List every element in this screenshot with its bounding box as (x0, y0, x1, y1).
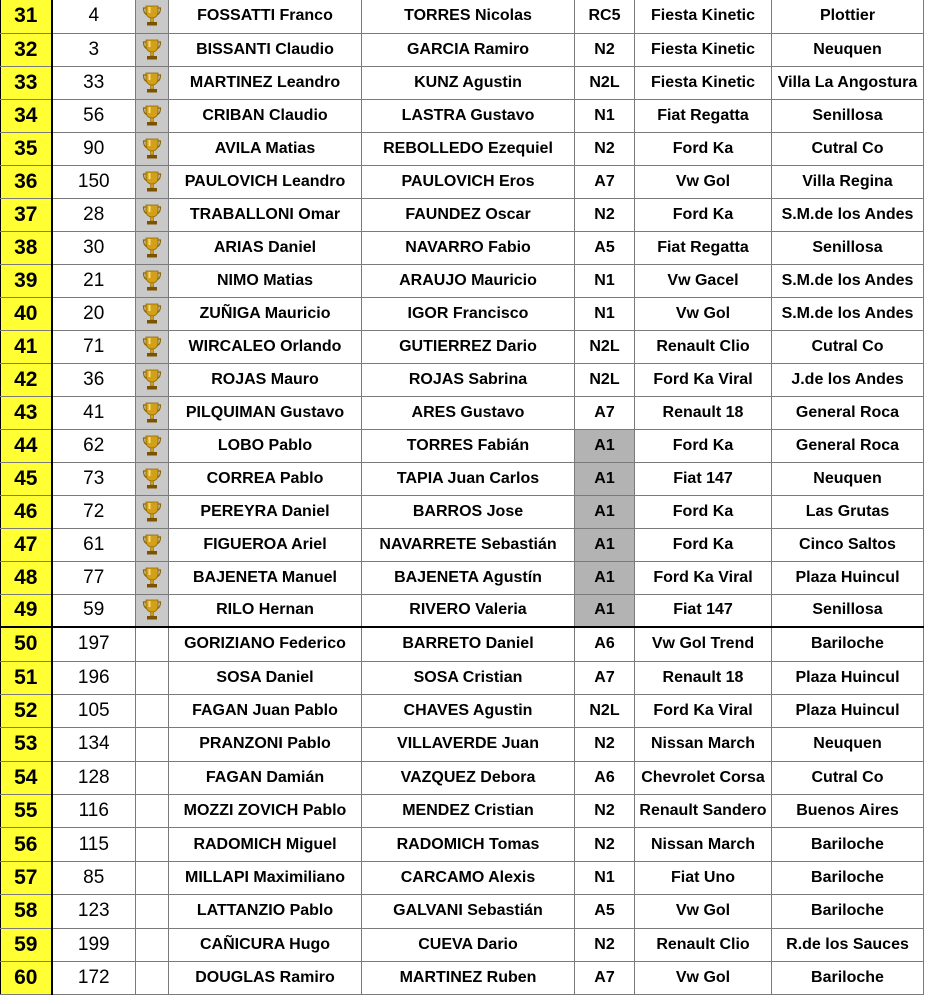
trophy-cell (136, 761, 169, 794)
trophy-cell (136, 627, 169, 661)
car-model-cell: Vw Gol Trend (635, 627, 772, 661)
table-row (1, 297, 924, 330)
position-cell: 34 (1, 99, 52, 132)
trophy-cell (136, 33, 169, 66)
table-row (1, 828, 924, 861)
car-model-cell: Fiat 147 (635, 462, 772, 495)
car-model-cell: Fiesta Kinetic (635, 66, 772, 99)
car-number-cell: 28 (52, 198, 136, 231)
car-number-cell: 56 (52, 99, 136, 132)
class-cell: A1 (575, 462, 635, 495)
trophy-cell (136, 297, 169, 330)
copilot-cell: GARCIA Ramiro (362, 33, 575, 66)
position-cell: 47 (1, 528, 52, 561)
city-cell: General Roca (772, 429, 924, 462)
trophy-cell (136, 828, 169, 861)
position-cell: 31 (1, 0, 52, 33)
trophy-cell (136, 795, 169, 828)
car-number-cell: 150 (52, 165, 136, 198)
city-cell: General Roca (772, 396, 924, 429)
car-model-cell: Vw Gol (635, 165, 772, 198)
trophy-cell (136, 661, 169, 694)
pilot-cell: BAJENETA Manuel (169, 561, 362, 594)
car-model-cell: Ford Ka (635, 198, 772, 231)
car-model-cell: Ford Ka Viral (635, 694, 772, 727)
car-number-cell: 172 (52, 962, 136, 995)
copilot-cell: LASTRA Gustavo (362, 99, 575, 132)
table-row (1, 396, 924, 429)
class-cell: N2 (575, 728, 635, 761)
copilot-cell: PAULOVICH Eros (362, 165, 575, 198)
trophy-icon (142, 4, 162, 28)
pilot-cell: MOZZI ZOVICH Pablo (169, 795, 362, 828)
copilot-cell: CHAVES Agustin (362, 694, 575, 727)
car-model-cell: Ford Ka (635, 132, 772, 165)
table-row (1, 132, 924, 165)
city-cell: S.M.de los Andes (772, 297, 924, 330)
pilot-cell: GORIZIANO Federico (169, 627, 362, 661)
car-number-cell: 73 (52, 462, 136, 495)
car-number-cell: 128 (52, 761, 136, 794)
car-number-cell: 62 (52, 429, 136, 462)
copilot-cell: IGOR Francisco (362, 297, 575, 330)
table-row (1, 429, 924, 462)
car-model-cell: Chevrolet Corsa (635, 761, 772, 794)
pilot-cell: AVILA Matias (169, 132, 362, 165)
car-number-cell: 134 (52, 728, 136, 761)
copilot-cell: GUTIERREZ Dario (362, 330, 575, 363)
copilot-cell: VAZQUEZ Debora (362, 761, 575, 794)
car-number-cell: 36 (52, 363, 136, 396)
trophy-icon (142, 236, 162, 260)
trophy-icon (142, 598, 162, 622)
table-row (1, 363, 924, 396)
copilot-cell: ARES Gustavo (362, 396, 575, 429)
car-model-cell: Renault Clio (635, 928, 772, 961)
table-row (1, 330, 924, 363)
position-cell: 59 (1, 928, 52, 961)
trophy-cell (136, 462, 169, 495)
trophy-icon (142, 38, 162, 62)
class-cell: A6 (575, 627, 635, 661)
table-row (1, 795, 924, 828)
city-cell: Senillosa (772, 594, 924, 627)
car-model-cell: Renault 18 (635, 396, 772, 429)
pilot-cell: CORREA Pablo (169, 462, 362, 495)
pilot-cell: MILLAPI Maximiliano (169, 861, 362, 894)
position-cell: 48 (1, 561, 52, 594)
car-number-cell: 71 (52, 330, 136, 363)
copilot-cell: BARROS Jose (362, 495, 575, 528)
trophy-cell (136, 0, 169, 33)
car-model-cell: Vw Gacel (635, 264, 772, 297)
pilot-cell: TRABALLONI Omar (169, 198, 362, 231)
position-cell: 52 (1, 694, 52, 727)
city-cell: Bariloche (772, 895, 924, 928)
copilot-cell: TORRES Fabián (362, 429, 575, 462)
table-row (1, 561, 924, 594)
car-number-cell: 4 (52, 0, 136, 33)
table-row (1, 33, 924, 66)
class-cell: A1 (575, 528, 635, 561)
class-cell: N1 (575, 297, 635, 330)
car-number-cell: 105 (52, 694, 136, 727)
city-cell: Cinco Saltos (772, 528, 924, 561)
car-model-cell: Nissan March (635, 728, 772, 761)
pilot-cell: MARTINEZ Leandro (169, 66, 362, 99)
car-number-cell: 77 (52, 561, 136, 594)
copilot-cell: GALVANI Sebastián (362, 895, 575, 928)
trophy-cell (136, 132, 169, 165)
car-number-cell: 3 (52, 33, 136, 66)
car-number-cell: 90 (52, 132, 136, 165)
copilot-cell: CARCAMO Alexis (362, 861, 575, 894)
pilot-cell: FAGAN Damián (169, 761, 362, 794)
copilot-cell: ARAUJO Mauricio (362, 264, 575, 297)
car-model-cell: Fiesta Kinetic (635, 33, 772, 66)
copilot-cell: NAVARRETE Sebastián (362, 528, 575, 561)
pilot-cell: LOBO Pablo (169, 429, 362, 462)
class-cell: A1 (575, 429, 635, 462)
pilot-cell: RILO Hernan (169, 594, 362, 627)
trophy-cell (136, 165, 169, 198)
trophy-cell (136, 198, 169, 231)
city-cell: Plaza Huincul (772, 694, 924, 727)
class-cell: N2 (575, 132, 635, 165)
class-cell: N2 (575, 198, 635, 231)
car-number-cell: 199 (52, 928, 136, 961)
car-model-cell: Ford Ka (635, 495, 772, 528)
copilot-cell: RADOMICH Tomas (362, 828, 575, 861)
trophy-icon (142, 302, 162, 326)
pilot-cell: ROJAS Mauro (169, 363, 362, 396)
class-cell: A1 (575, 594, 635, 627)
position-cell: 32 (1, 33, 52, 66)
position-cell: 44 (1, 429, 52, 462)
city-cell: S.M.de los Andes (772, 198, 924, 231)
table-row (1, 462, 924, 495)
car-number-cell: 85 (52, 861, 136, 894)
car-model-cell: Vw Gol (635, 895, 772, 928)
class-cell: A5 (575, 231, 635, 264)
car-number-cell: 72 (52, 495, 136, 528)
car-number-cell: 196 (52, 661, 136, 694)
copilot-cell: TORRES Nicolas (362, 0, 575, 33)
trophy-icon (142, 335, 162, 359)
trophy-cell (136, 561, 169, 594)
city-cell: Senillosa (772, 231, 924, 264)
trophy-icon (142, 71, 162, 95)
car-model-cell: Ford Ka Viral (635, 363, 772, 396)
class-cell: N2L (575, 363, 635, 396)
city-cell: Villa Regina (772, 165, 924, 198)
trophy-cell (136, 962, 169, 995)
city-cell: Neuquen (772, 728, 924, 761)
trophy-icon (142, 170, 162, 194)
class-cell: N2 (575, 795, 635, 828)
class-cell: N2 (575, 828, 635, 861)
table-row (1, 928, 924, 961)
trophy-icon (142, 203, 162, 227)
pilot-cell: WIRCALEO Orlando (169, 330, 362, 363)
trophy-cell (136, 895, 169, 928)
pilot-cell: FOSSATTI Franco (169, 0, 362, 33)
copilot-cell: BAJENETA Agustín (362, 561, 575, 594)
city-cell: Cutral Co (772, 132, 924, 165)
copilot-cell: MARTINEZ Ruben (362, 962, 575, 995)
class-cell: RC5 (575, 0, 635, 33)
city-cell: Neuquen (772, 33, 924, 66)
pilot-cell: PRANZONI Pablo (169, 728, 362, 761)
trophy-icon (142, 368, 162, 392)
position-cell: 39 (1, 264, 52, 297)
class-cell: N1 (575, 861, 635, 894)
city-cell: Bariloche (772, 861, 924, 894)
trophy-cell (136, 99, 169, 132)
class-cell: A7 (575, 661, 635, 694)
copilot-cell: ROJAS Sabrina (362, 363, 575, 396)
table-row (1, 761, 924, 794)
trophy-cell (136, 928, 169, 961)
trophy-icon (142, 104, 162, 128)
trophy-cell (136, 694, 169, 727)
car-model-cell: Ford Ka Viral (635, 561, 772, 594)
city-cell: Bariloche (772, 962, 924, 995)
car-number-cell: 61 (52, 528, 136, 561)
copilot-cell: RIVERO Valeria (362, 594, 575, 627)
table-row (1, 661, 924, 694)
city-cell: Buenos Aires (772, 795, 924, 828)
table-row (1, 528, 924, 561)
car-model-cell: Vw Gol (635, 962, 772, 995)
pilot-cell: CAÑICURA Hugo (169, 928, 362, 961)
pilot-cell: PAULOVICH Leandro (169, 165, 362, 198)
position-cell: 53 (1, 728, 52, 761)
city-cell: Bariloche (772, 828, 924, 861)
position-cell: 54 (1, 761, 52, 794)
car-model-cell: Fiesta Kinetic (635, 0, 772, 33)
copilot-cell: REBOLLEDO Ezequiel (362, 132, 575, 165)
pilot-cell: ZUÑIGA Mauricio (169, 297, 362, 330)
car-model-cell: Renault Clio (635, 330, 772, 363)
table-row (1, 962, 924, 995)
pilot-cell: SOSA Daniel (169, 661, 362, 694)
copilot-cell: SOSA Cristian (362, 661, 575, 694)
position-cell: 46 (1, 495, 52, 528)
trophy-cell (136, 396, 169, 429)
table-row (1, 0, 924, 33)
position-cell: 57 (1, 861, 52, 894)
city-cell: J.de los Andes (772, 363, 924, 396)
table-row (1, 861, 924, 894)
car-number-cell: 33 (52, 66, 136, 99)
trophy-cell (136, 429, 169, 462)
class-cell: A1 (575, 561, 635, 594)
car-model-cell: Renault Sandero (635, 795, 772, 828)
city-cell: Neuquen (772, 462, 924, 495)
copilot-cell: BARRETO Daniel (362, 627, 575, 661)
trophy-icon (142, 533, 162, 557)
car-number-cell: 41 (52, 396, 136, 429)
table-row (1, 198, 924, 231)
class-cell: A5 (575, 895, 635, 928)
car-number-cell: 59 (52, 594, 136, 627)
table-row (1, 165, 924, 198)
copilot-cell: VILLAVERDE Juan (362, 728, 575, 761)
position-cell: 37 (1, 198, 52, 231)
trophy-cell (136, 231, 169, 264)
position-cell: 41 (1, 330, 52, 363)
pilot-cell: PEREYRA Daniel (169, 495, 362, 528)
trophy-cell (136, 330, 169, 363)
pilot-cell: CRIBAN Claudio (169, 99, 362, 132)
pilot-cell: LATTANZIO Pablo (169, 895, 362, 928)
table-row (1, 264, 924, 297)
city-cell: S.M.de los Andes (772, 264, 924, 297)
city-cell: Senillosa (772, 99, 924, 132)
position-cell: 49 (1, 594, 52, 627)
position-cell: 38 (1, 231, 52, 264)
table-row (1, 231, 924, 264)
car-model-cell: Ford Ka (635, 528, 772, 561)
table-row (1, 66, 924, 99)
copilot-cell: CUEVA Dario (362, 928, 575, 961)
class-cell: N2L (575, 330, 635, 363)
car-model-cell: Fiat Regatta (635, 99, 772, 132)
pilot-cell: FAGAN Juan Pablo (169, 694, 362, 727)
position-cell: 42 (1, 363, 52, 396)
class-cell: A7 (575, 962, 635, 995)
copilot-cell: TAPIA Juan Carlos (362, 462, 575, 495)
city-cell: Plottier (772, 0, 924, 33)
position-cell: 56 (1, 828, 52, 861)
car-number-cell: 115 (52, 828, 136, 861)
position-cell: 36 (1, 165, 52, 198)
car-number-cell: 197 (52, 627, 136, 661)
pilot-cell: FIGUEROA Ariel (169, 528, 362, 561)
car-model-cell: Fiat 147 (635, 594, 772, 627)
position-cell: 60 (1, 962, 52, 995)
class-cell: A7 (575, 396, 635, 429)
position-cell: 33 (1, 66, 52, 99)
position-cell: 40 (1, 297, 52, 330)
class-cell: A7 (575, 165, 635, 198)
city-cell: Cutral Co (772, 761, 924, 794)
table-row (1, 895, 924, 928)
table-row (1, 99, 924, 132)
trophy-cell (136, 66, 169, 99)
position-cell: 35 (1, 132, 52, 165)
position-cell: 58 (1, 895, 52, 928)
copilot-cell: KUNZ Agustin (362, 66, 575, 99)
trophy-icon (142, 467, 162, 491)
class-cell: N2L (575, 694, 635, 727)
pilot-cell: BISSANTI Claudio (169, 33, 362, 66)
trophy-icon (142, 500, 162, 524)
trophy-cell (136, 594, 169, 627)
car-model-cell: Fiat Uno (635, 861, 772, 894)
position-cell: 51 (1, 661, 52, 694)
position-cell: 43 (1, 396, 52, 429)
trophy-icon (142, 401, 162, 425)
trophy-cell (136, 528, 169, 561)
city-cell: Plaza Huincul (772, 661, 924, 694)
table-row (1, 495, 924, 528)
city-cell: R.de los Sauces (772, 928, 924, 961)
class-cell: A1 (575, 495, 635, 528)
car-number-cell: 116 (52, 795, 136, 828)
city-cell: Villa La Angostura (772, 66, 924, 99)
table-row (1, 627, 924, 661)
position-cell: 50 (1, 627, 52, 661)
car-model-cell: Nissan March (635, 828, 772, 861)
class-cell: N1 (575, 264, 635, 297)
trophy-icon (142, 566, 162, 590)
class-cell: N2L (575, 66, 635, 99)
car-model-cell: Vw Gol (635, 297, 772, 330)
pilot-cell: DOUGLAS Ramiro (169, 962, 362, 995)
city-cell: Las Grutas (772, 495, 924, 528)
pilot-cell: NIMO Matias (169, 264, 362, 297)
pilot-cell: RADOMICH Miguel (169, 828, 362, 861)
table-row (1, 594, 924, 627)
trophy-cell (136, 861, 169, 894)
trophy-icon (142, 434, 162, 458)
city-cell: Bariloche (772, 627, 924, 661)
table-row (1, 728, 924, 761)
pilot-cell: PILQUIMAN Gustavo (169, 396, 362, 429)
class-cell: N2 (575, 33, 635, 66)
position-cell: 45 (1, 462, 52, 495)
class-cell: A6 (575, 761, 635, 794)
trophy-icon (142, 269, 162, 293)
car-number-cell: 30 (52, 231, 136, 264)
trophy-cell (136, 728, 169, 761)
car-number-cell: 20 (52, 297, 136, 330)
trophy-icon (142, 137, 162, 161)
copilot-cell: FAUNDEZ Oscar (362, 198, 575, 231)
city-cell: Cutral Co (772, 330, 924, 363)
pilot-cell: ARIAS Daniel (169, 231, 362, 264)
copilot-cell: NAVARRO Fabio (362, 231, 575, 264)
table-row (1, 694, 924, 727)
copilot-cell: MENDEZ Cristian (362, 795, 575, 828)
results-body (1, 0, 924, 995)
car-number-cell: 123 (52, 895, 136, 928)
position-cell: 55 (1, 795, 52, 828)
trophy-cell (136, 264, 169, 297)
class-cell: N1 (575, 99, 635, 132)
city-cell: Plaza Huincul (772, 561, 924, 594)
trophy-cell (136, 363, 169, 396)
trophy-cell (136, 495, 169, 528)
car-number-cell: 21 (52, 264, 136, 297)
car-model-cell: Ford Ka (635, 429, 772, 462)
car-model-cell: Fiat Regatta (635, 231, 772, 264)
class-cell: N2 (575, 928, 635, 961)
car-model-cell: Renault 18 (635, 661, 772, 694)
